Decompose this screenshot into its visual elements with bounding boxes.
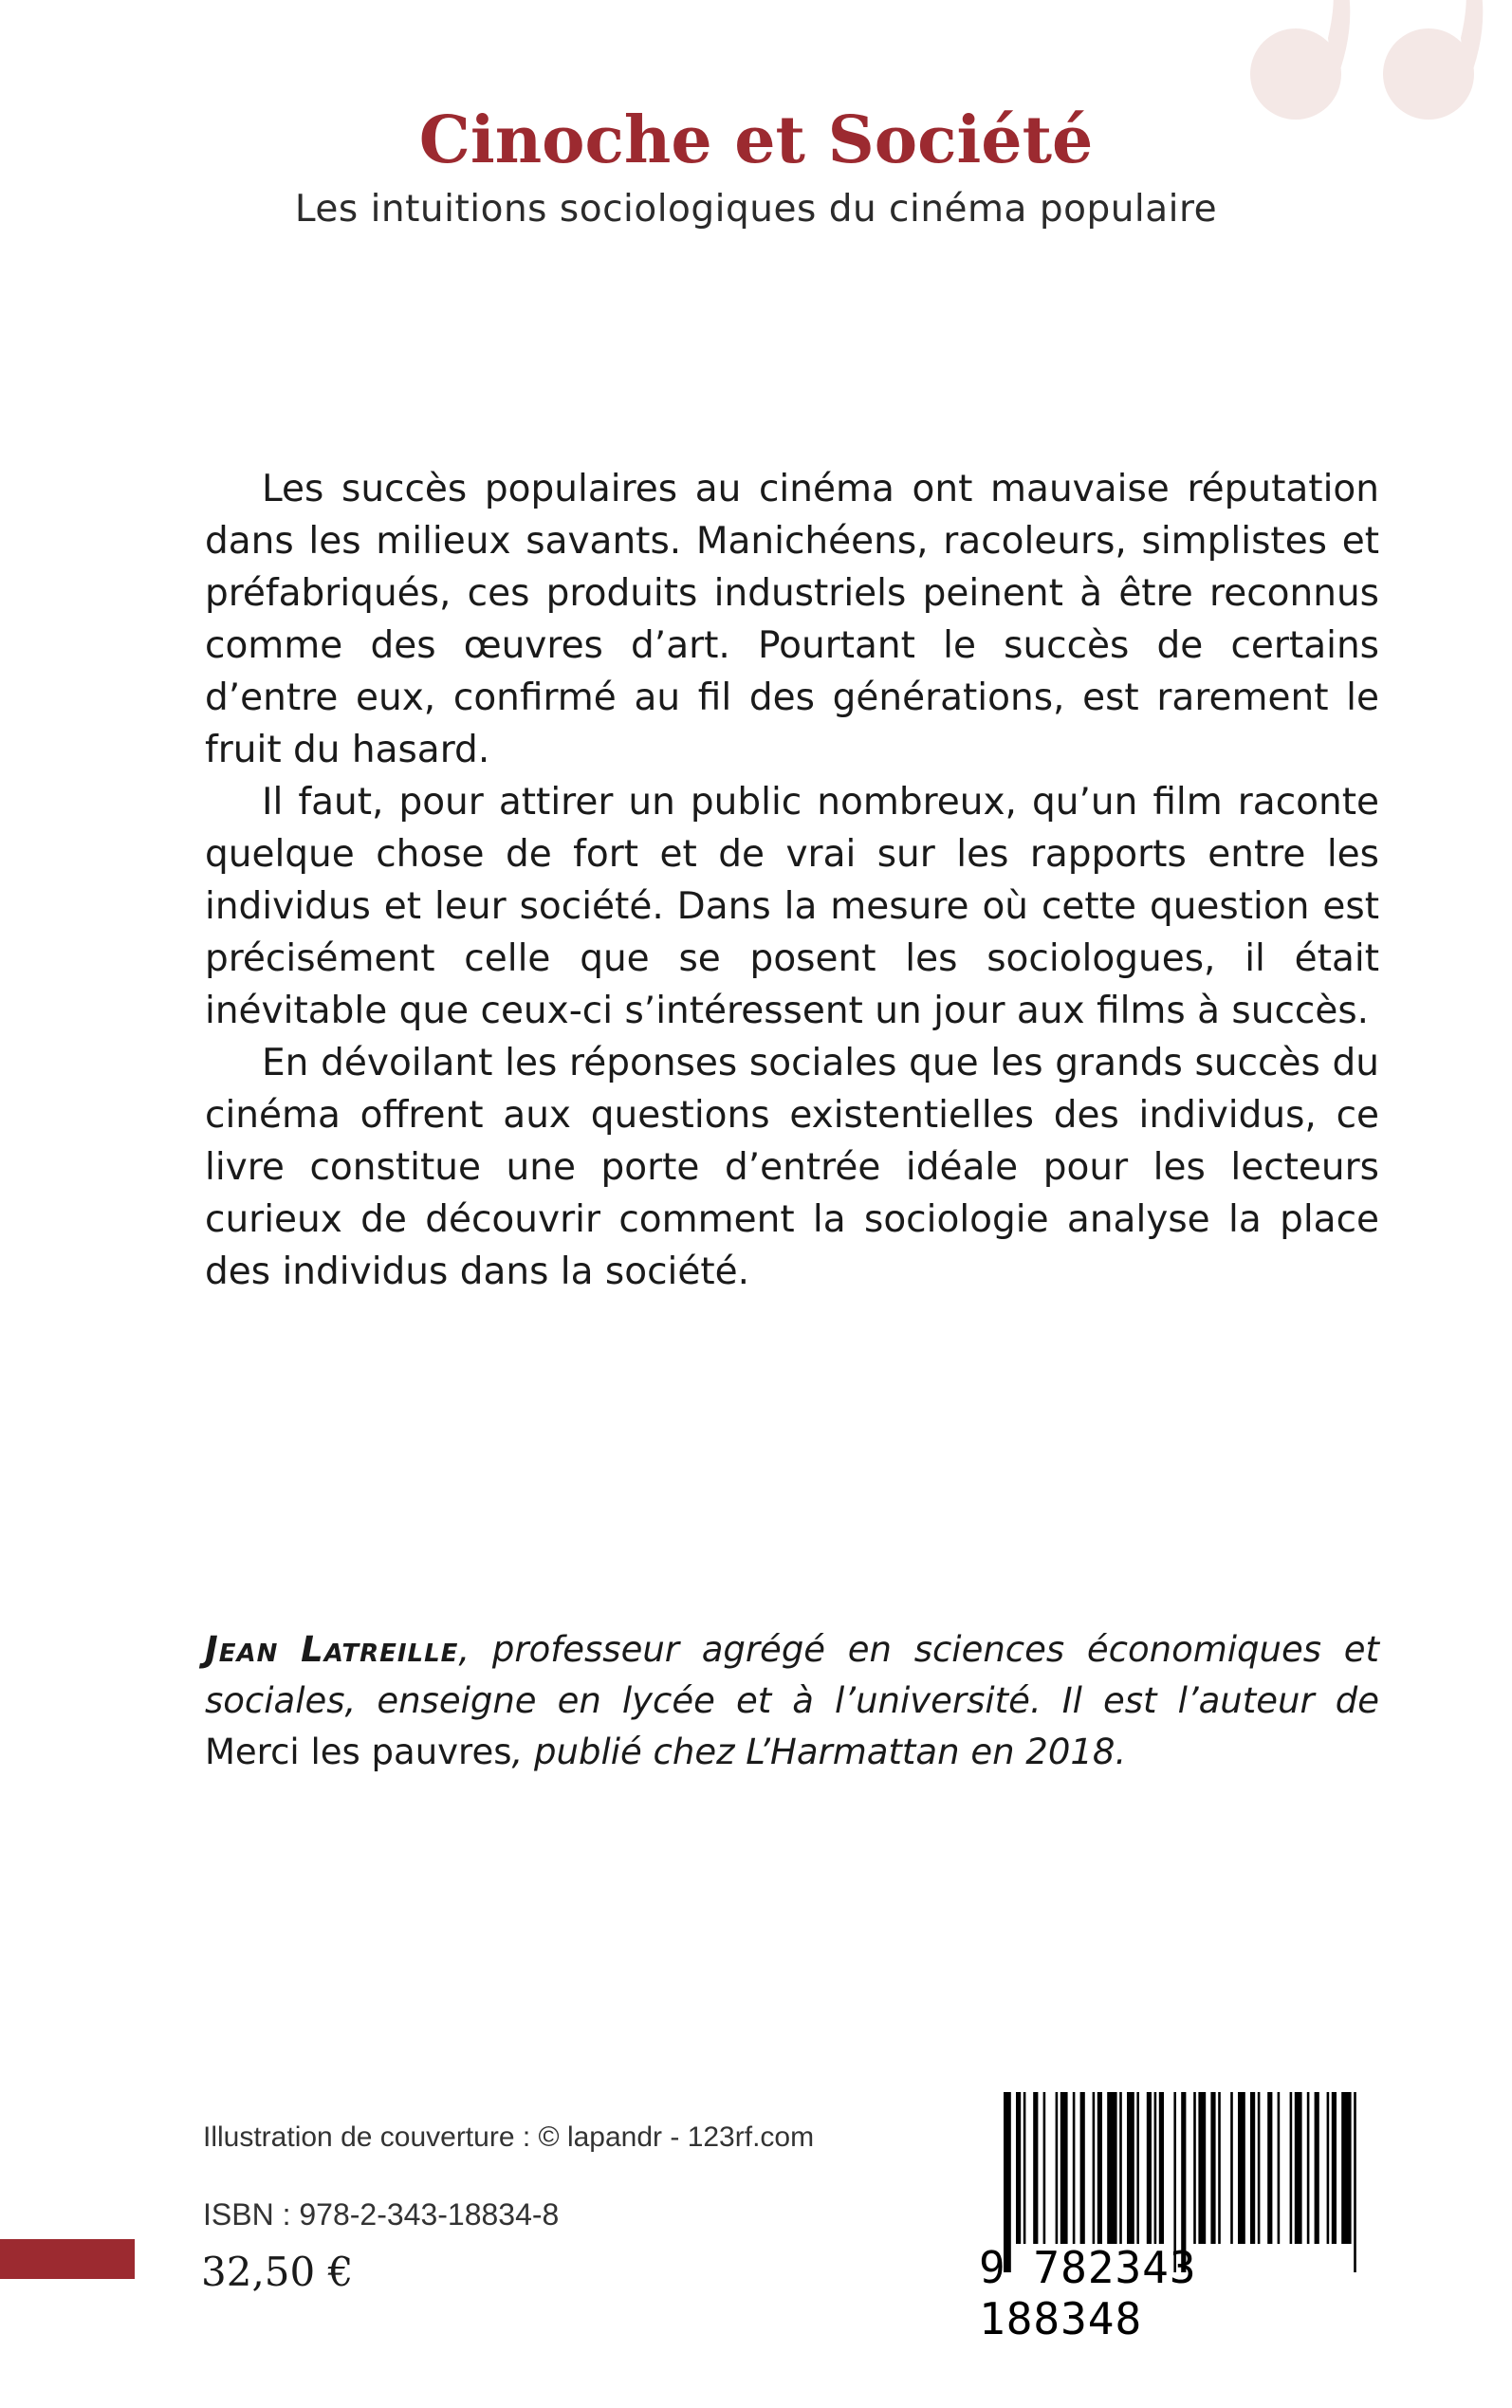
author-first-name: Jean xyxy=(205,1629,279,1670)
barcode-digits: 9 782343 188348 xyxy=(979,2242,1197,2344)
blurb-paragraph: En dévoilant les réponses sociales que les grands succès du cinéma offrent aux questions existentielles des individus, ce livre constitue une porte d’entrée idéale pour les lecteurs curieux de découvrir comment la sociologie analyse la place des individus dans la société. xyxy=(205,1042,1379,1293)
blurb-paragraph: Il faut, pour attirer un public nombreux, qu’un film raconte quelque chose de fort et de vrai sur les rapports entre les individus et leur société. Dans la mesure où cette question est précisément celle que se posent les sociologues, il était inévitable que ceux-ci s’intéressent un jour aux films à succès. xyxy=(205,781,1379,1032)
author-last-name: Latreille xyxy=(301,1629,459,1670)
author-bio-text-end: , publié chez L’Harmattan en 2018. xyxy=(511,1732,1127,1772)
author-bio xyxy=(205,1624,1379,1778)
isbn: ISBN : 978-2-343-18834-8 xyxy=(203,2197,560,2232)
illustration-credit: Illustration de couverture : © lapandr - 123rf.com xyxy=(203,2121,815,2153)
blurb xyxy=(205,463,1379,1298)
author-book-ref: Merci les pauvres xyxy=(205,1732,512,1772)
accent-bar xyxy=(0,2239,135,2279)
blurb-paragraph: Les succès populaires au cinéma ont mauvaise réputation dans les milieux savants. Manichéens, racoleurs, simplistes et préfabriqués, ces produits industriels peinent à être reconnus comme des œuvres d’art. Pourtant le succès de certains d’entre eux, confirmé au fil des générations, est rarement le fruit du hasard. xyxy=(205,468,1379,771)
author-bio-text: , professeur agrégé en sciences économiques et sociales, enseigne en lycée et à l’université. Il est l’auteur de xyxy=(205,1629,1379,1721)
book-subtitle: Les intuitions sociologiques du cinéma populaire xyxy=(294,188,1218,231)
price: 32,50 € xyxy=(201,2249,354,2295)
book-title: Cinoche et Société xyxy=(418,102,1094,178)
